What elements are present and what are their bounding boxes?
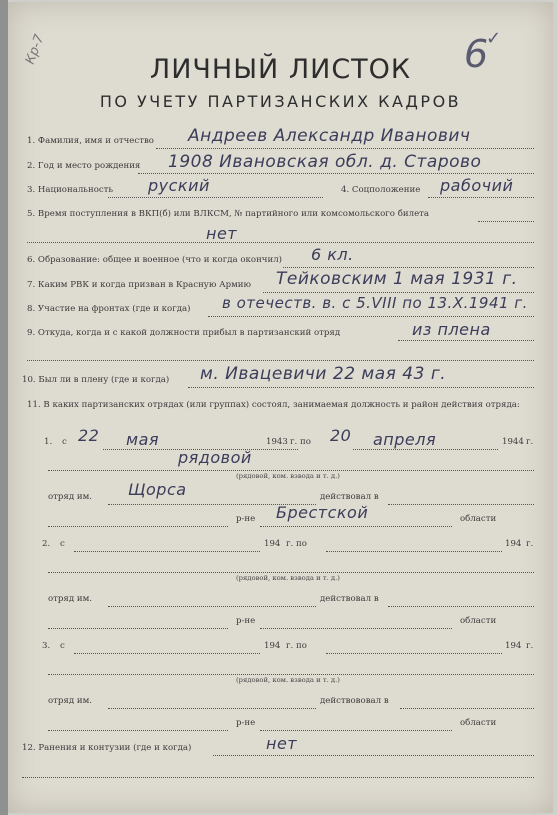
entry-1-day: 22 [78,426,100,445]
entry-2-detachment-label: отряд им. [48,594,93,604]
entry-3-number: 3. [42,641,51,651]
entry-3-year-print: 194 [264,641,281,651]
entry-2-date-to-line [326,551,502,552]
field-2-value: 1908 Ивановская обл. д. Старово [168,152,482,172]
entry-1-role-hint: (рядовой, ком. взвода и т. д.) [236,472,340,480]
scan-edge [0,0,8,815]
entry-3-acted-label: действововал в [320,696,389,706]
entry-1-role: рядовой [178,448,252,467]
entry-1-number: 1. [44,437,53,447]
entry-1-role-line [48,470,534,471]
entry-1-year-from: 1943 [266,437,288,447]
entry-1-detachment-label: отряд им. [48,492,93,502]
field-2-label: 2. Год и место рождения [27,161,141,171]
corner-check-mark: ✓ [486,28,502,49]
personal-record-sheet [8,2,553,813]
entry-1-year-to: 1944 [502,437,524,447]
entry-3-role-line [48,674,534,675]
entry-3-date-to-line [326,653,502,654]
entry-2-to-label: г. по [286,539,307,549]
entry-2-detachment-line [108,606,316,607]
entry-3-detachment-line [108,708,316,709]
field-7-line [263,292,534,293]
field-12-line-b [22,777,534,778]
entry-1-to-label: г. по [290,437,311,447]
entry-2-region-line-b [260,628,452,629]
entry-2-from-label: с [60,539,65,549]
field-5-value: нет [206,224,238,243]
entry-1-month: мая [126,430,159,449]
entry-3-date-line [74,653,260,654]
field-10-line [188,387,534,388]
field-2-line [138,173,534,174]
entry-1-region-line-a [48,526,228,527]
entry-3-region-line-b [260,730,452,731]
field-5-line-b [27,242,534,243]
field-11-label: 11. В каких партизанских отрядах (или группах) состоял, занимаемая должность и район действия отряда: [27,400,520,410]
field-5-line-a [478,221,534,222]
entry-2-date-line [74,551,260,552]
entry-3-from-label: с [60,641,65,651]
field-4-line [428,197,534,198]
field-9-line-a [398,340,534,341]
entry-2-role-hint: (рядовой, ком. взвода и т. д.) [236,574,340,582]
field-4-value: рабочий [440,176,514,195]
entry-1-day-to: 20 [330,426,352,445]
entry-3-to-label: г. по [286,641,307,651]
entry-1-acted-label: действовал в [320,492,379,502]
field-1-label: 1. Фамилия, имя и отчество [27,136,154,146]
entry-3-region-line-a [48,730,228,731]
corner-number-mark: 6 [464,32,489,76]
field-10-value: м. Ивацевичи 22 мая 43 г. [200,364,447,384]
field-1-value: Андреев Александр Иванович [188,126,471,146]
field-8-label: 8. Участие на фронтах (где и когда) [27,304,191,314]
entry-1-date-to-line [353,449,498,450]
field-9-line-b [27,360,534,361]
entry-1-from-label: с [62,437,67,447]
entry-1-acted-line [388,504,534,505]
field-10-label: 10. Был ли в плену (где и когда) [22,375,170,385]
entry-2-year-to-print: 194 [505,539,522,549]
field-8-value: в отечеств. в. с 5.VIII по 13.Х.1941 г. [222,294,528,312]
entry-2-year-print: 194 [264,539,281,549]
field-1-line [156,148,534,149]
page-subtitle: ПО УЧЕТУ ПАРТИЗАНСКИХ КАДРОВ [99,92,462,111]
page-title: ЛИЧНЫЙ ЛИСТОК [149,54,412,85]
entry-2-region-label: р-не [236,616,256,626]
entry-2-region-line-a [48,628,228,629]
field-3-line [108,197,323,198]
entry-1-oblast-label: области [460,514,497,524]
field-12-line [213,755,534,756]
corner-pencil-mark: Кр-7 [22,32,48,67]
entry-2-oblast-label: области [460,616,497,626]
entry-2-number: 2. [42,539,51,549]
field-3-value: руский [148,176,210,195]
field-6-label: 6. Образование: общее и военное (что и когда окончил) [27,255,283,265]
field-12-label: 12. Ранения и контузии (где и когда) [22,743,192,753]
entry-3-year-to-print: 194 [505,641,522,651]
field-4-label: 4. Соцположение [341,185,421,195]
entry-2-acted-line [388,606,534,607]
entry-2-role-line [48,572,534,573]
entry-1-year-suffix: г. [526,437,534,447]
field-3-label: 3. Национальность [27,185,114,195]
field-5-label: 5. Время поступления в ВКП(б) или ВЛКСМ, № партийного или комсомольского билета [27,209,430,219]
entry-1-month-to: апреля [373,430,437,449]
entry-2-year-suffix: г. [526,539,534,549]
field-9-value: из плена [412,320,491,339]
entry-1-region-label: р-не [236,514,256,524]
entry-3-role-hint: (рядовой, ком. взвода и т. д.) [236,676,340,684]
entry-2-acted-label: действовал в [320,594,379,604]
entry-1-detachment-name: Щорса [128,480,187,499]
entry-3-year-suffix: г. [526,641,534,651]
field-8-line [208,316,534,317]
field-7-value: Тейковским 1 мая 1931 г. [276,269,518,289]
entry-1-district: Брестской [276,503,369,522]
field-6-value: 6 кл. [311,245,354,264]
entry-3-detachment-label: отряд им. [48,696,93,706]
field-7-label: 7. Каким РВК и когда призван в Красную Армию [27,280,251,290]
entry-3-acted-line [400,708,534,709]
field-6-line [283,267,534,268]
entry-1-region-line-b [260,526,452,527]
entry-3-region-label: р-не [236,718,256,728]
entry-3-oblast-label: области [460,718,497,728]
field-9-label: 9. Откуда, когда и с какой должности прибыл в партизанский отряд [27,328,341,338]
field-12-value: нет [266,734,298,753]
